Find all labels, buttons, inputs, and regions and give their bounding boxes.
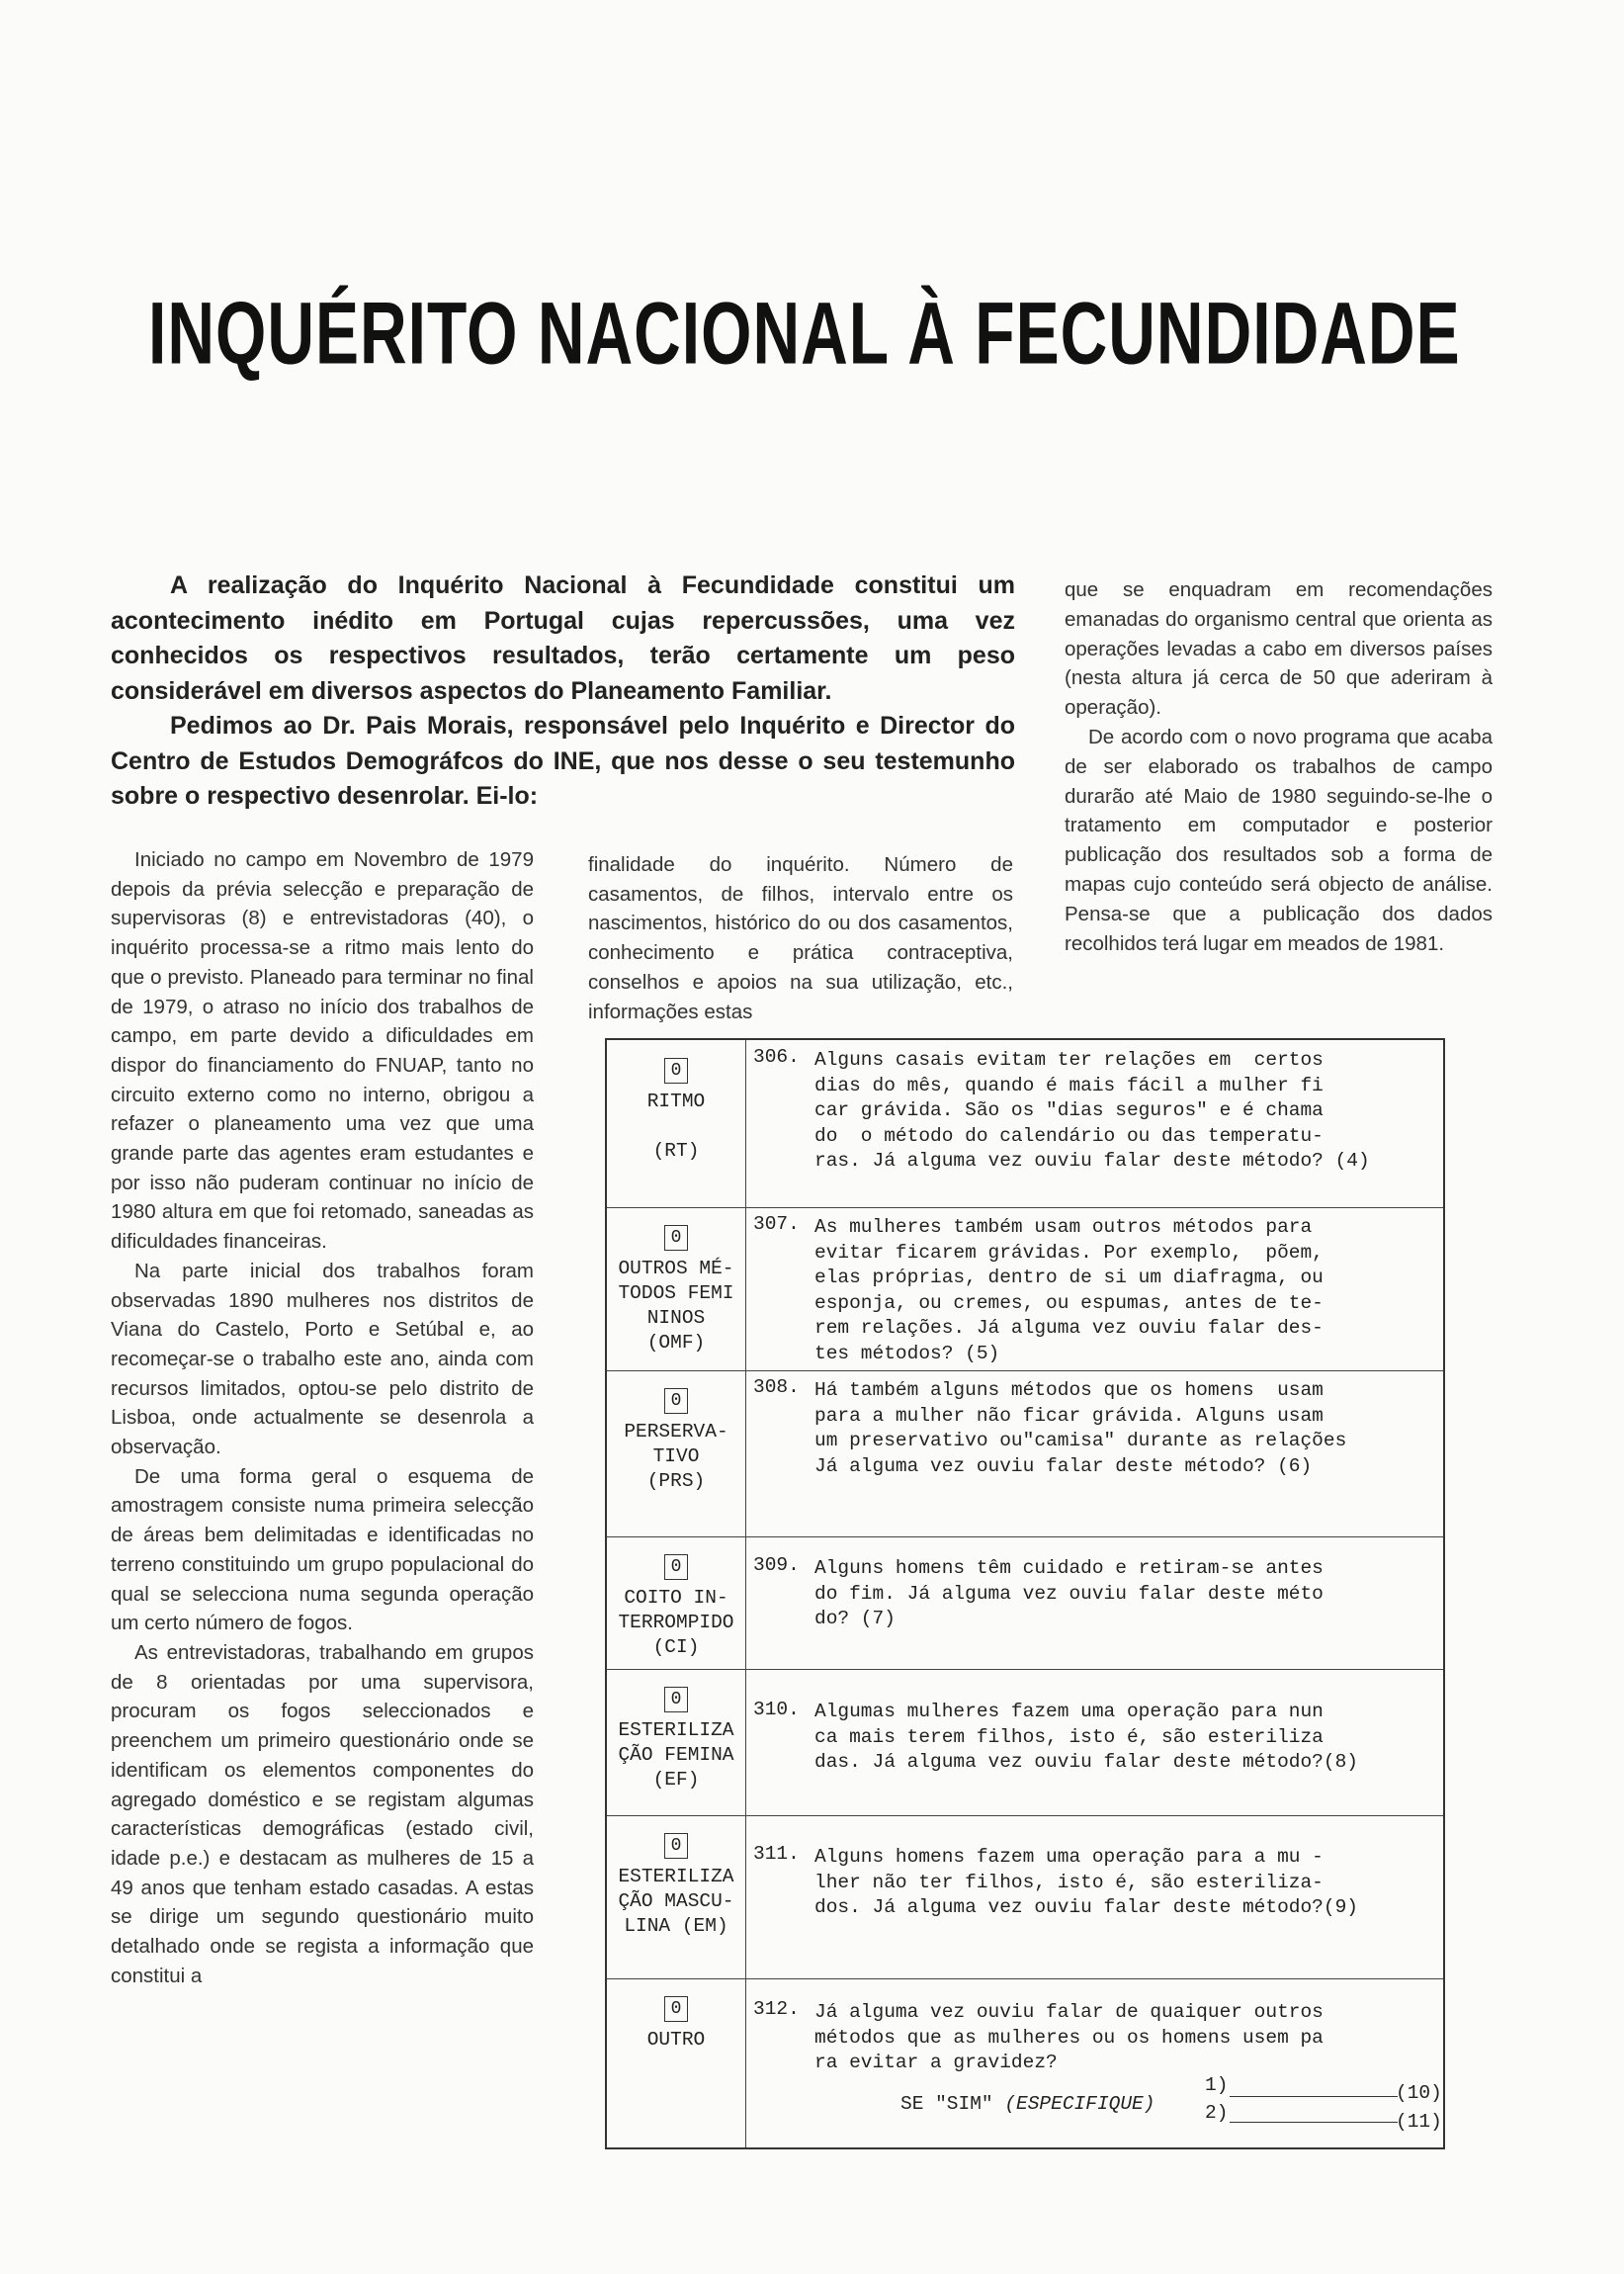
specify-prefix: SE "SIM": [900, 2093, 993, 2115]
blank-2-code: (11): [1396, 2111, 1442, 2133]
paragraph: As entrevistadoras, trabalhando em grupos de 8 orientadas por uma supervisora, procuram os fogos seleccionados e preenchem um primeiro questionário onde se identificam os elementos componentes do agregado doméstico e se registam algumas características demográficas (estado civil, idade p.e.) e destacam as mulheres de 15 a 49 anos que tenham estado casadas. A estas se dirige um segundo questionário muito detalhado onde se regista a informação que constitui a: [111, 1640, 534, 1987]
question-text: Alguns homens têm cuidado e retiram-se antes do fim. Já alguma vez ouviu falar deste méto do? (7): [814, 1557, 1324, 1629]
article-column-1: [111, 845, 534, 1990]
question-row: [607, 1536, 1443, 1670]
question-row: [607, 1669, 1443, 1816]
question-text: Há também alguns métodos que os homens usam para a mulher não ficar grávida. Alguns usam um preservativo ou"camisa" durante as relações Já alguma vez ouviu falar deste método? (6): [814, 1379, 1347, 1477]
intro-paragraph: Pedimos ao Dr. Pais Morais, responsável pelo Inquérito e Director do Centro de Estudos Demográfcos do INE, que nos desse o seu testemunho sobre o respectivo desenrolar. Ei-lo:: [111, 712, 1015, 810]
question-number: 307.: [753, 1213, 800, 1235]
method-cell: [607, 1207, 746, 1370]
page-title: INQUÉRITO NACIONAL À FECUNDIDADE: [148, 283, 1461, 383]
blank-1-label: 1): [1205, 2074, 1229, 2096]
method-cell: [607, 1536, 746, 1669]
method-cell: [607, 1040, 746, 1207]
method-cell: [607, 1669, 746, 1815]
intro-paragraph: A realização do Inquérito Nacional à Fecundidade constitui um acontecimento inédito em Portugal cujas repercussões, uma vez conhecidos os respectivos resultados, terão certamente um peso considerável em diversos aspectos do Planeamento Familiar.: [111, 571, 1015, 705]
question-number: 311.: [753, 1843, 800, 1865]
method-label: PERSERVA- TIVO (PRS): [624, 1421, 728, 1492]
question-text: Alguns homens fazem uma operação para a mu - lher não ter filhos, isto é, são esteriliza- dos. Já alguma vez ouviu falar deste método?(9): [814, 1846, 1358, 1918]
intro-text: [111, 568, 1015, 815]
blank-2-label: 2): [1205, 2102, 1229, 2124]
question-text: Alguns casais evitam ter relações em certos dias do mês, quando é mais fácil a mulher fi car grávida. São os "dias seguros" e é chama do o método do calendário ou das temperatu- ras. Já alguma vez ouviu falar deste método? (4): [814, 1049, 1370, 1172]
method-label: RITMO (RT): [646, 1091, 706, 1162]
method-label: ESTERILIZA ÇÃO FEMINA (EF): [618, 1719, 734, 1791]
answer-checkbox[interactable]: 0: [664, 1687, 688, 1712]
answer-checkbox[interactable]: 0: [664, 1225, 688, 1251]
question-number: 312.: [753, 1998, 800, 2020]
question-number: 310.: [753, 1699, 800, 1720]
article-column-2: [588, 850, 1013, 1026]
answer-checkbox[interactable]: 0: [664, 1388, 688, 1414]
article-column-3: [1065, 575, 1493, 958]
question-number: 309.: [753, 1554, 800, 1576]
method-label: COITO IN- TERROMPIDO (CI): [618, 1587, 734, 1658]
answer-checkbox[interactable]: 0: [664, 1554, 688, 1580]
method-cell: [607, 1370, 746, 1536]
method-cell: [607, 1978, 746, 2147]
answer-checkbox[interactable]: 0: [664, 1058, 688, 1084]
method-label: ESTERILIZA ÇÃO MASCU- LINA (EM): [618, 1866, 734, 1937]
question-row: [607, 1207, 1443, 1371]
paragraph: Iniciado no campo em Novembro de 1979 depois da prévia selecção e preparação de supervisoras (8) e entrevistadoras (40), o inquérito processa-se a ritmo mais lento do que o previsto. Planeado para terminar no final de 1979, o atraso no início dos trabalhos de campo, em parte devido a dificuldades em dispor do financiamento do FNUAP, tanto no circuito externo como no interno, obrigou a refazer o planeamento uma vez que uma grande parte das agentes eram estudantes e por isso não puderam continuar no início de 1980 altura em que foi retomado, saneadas as dificuldades financeiras.: [111, 848, 534, 1254]
paragraph: Na parte inicial dos trabalhos foram observadas 1890 mulheres nos distritos de Viana do Castelo, Porto e Setúbal e, ao recomeçar-se o trabalho este ano, ainda com recursos limitados, optou-se pelo distrito de Lisboa, onde actualmente se desenrola a observação.: [111, 1259, 534, 1459]
answer-line-1[interactable]: [1230, 2096, 1398, 2097]
question-text: As mulheres também usam outros métodos para evitar ficarem grávidas. Por exemplo, põem, elas próprias, dentro de si um diafragma, ou esponja, ou cremes, ou espumas, antes de te- rem relações. Já alguma vez ouviu falar des- tes métodos? (5): [814, 1216, 1324, 1364]
answer-line-2[interactable]: [1230, 2122, 1398, 2123]
method-label: OUTRO: [646, 2029, 706, 2051]
question-row: [607, 1815, 1443, 1979]
paragraph: De acordo com o novo programa que acaba de ser elaborado os trabalhos de campo durarão até Maio de 1980 seguindo-se-lhe o tratamento em computador e posterior publicação dos resultados sob a forma de mapas cujo conteúdo será objecto de análise. Pensa-se que a publicação dos dados recolhidos terá lugar em meados de 1981.: [1065, 725, 1493, 955]
paragraph: De uma forma geral o esquema de amostragem consiste numa primeira selecção de áreas bem delimitadas e identificadas no terreno constituindo um grupo populacional do qual se selecciona numa segunda operação um certo número de fogos.: [111, 1464, 534, 1635]
question-text: Algumas mulheres fazem uma operação para nun ca mais terem filhos, isto é, são esteriliza das. Já alguma vez ouviu falar deste método?(8): [814, 1701, 1358, 1773]
specify-instruction: (ESPECIFIQUE): [1004, 2093, 1155, 2115]
answer-checkbox[interactable]: 0: [664, 1833, 688, 1859]
specify-label: [900, 2091, 1154, 2117]
question-text: Já alguma vez ouviu falar de quaiquer outros métodos que as mulheres ou os homens usem pa ra evitar a gravidez?: [814, 2001, 1324, 2073]
paragraph: que se enquadram em recomendações emanadas do organismo central que orienta as operações levadas a cabo em diversos países (nesta altura já cerca de 50 que aderiram à operação).: [1065, 578, 1493, 720]
question-number: 306.: [753, 1046, 800, 1068]
questionnaire-table: [605, 1038, 1445, 2149]
answer-checkbox[interactable]: 0: [664, 1996, 688, 2022]
blank-1-code: (10): [1396, 2082, 1442, 2104]
method-cell: [607, 1815, 746, 1978]
question-number: 308.: [753, 1376, 800, 1398]
method-label: OUTROS MÉ- TODOS FEMI NINOS (OMF): [618, 1258, 734, 1354]
paragraph: finalidade do inquérito. Número de casamentos, de filhos, intervalo entre os nascimentos, histórico do ou dos casamentos, conhecimento e prática contraceptiva, conselhos e apoios na sua utilização, etc., informações estas: [588, 853, 1013, 1023]
question-row: [607, 1040, 1443, 1208]
question-row: [607, 1370, 1443, 1537]
